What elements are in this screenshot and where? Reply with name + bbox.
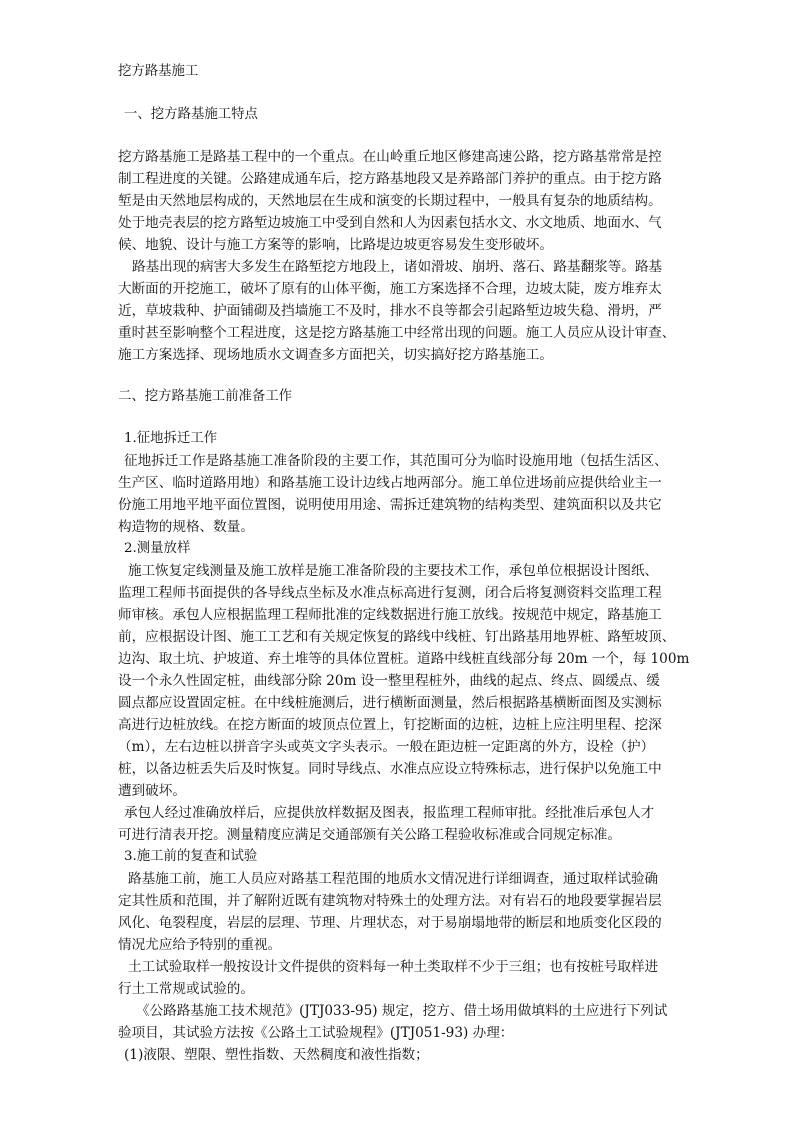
paragraph-line: 高进行边桩放线。在挖方断面的坡顶点位置上，钉挖断面的边桩，边桩上应注明里程、挖深: [118, 717, 662, 733]
paragraph-line: 验项目，其试验方法按《公路土工试验规程》(JTJ051-93) 办理：: [118, 1025, 514, 1041]
paragraph-line: 制工程进度的关键。公路建成通车后，挖方路基地段又是养路部门养护的重点。由于挖方路: [118, 171, 662, 187]
paragraph-line: 遭到破坏。: [118, 783, 186, 799]
subsection2-heading: 2.测量放样: [124, 541, 191, 556]
paragraph-line: 路基施工前，施工人员应对路基工程范围的地质水文情况进行详细调查，通过取样试验确: [128, 871, 659, 887]
paragraph-line: 圆点都应设置固定桩。在中线桩施测后，进行横断面测量，然后根据路基横断面图及实测标: [118, 695, 662, 711]
paragraph-line: 构造物的规格、数量。: [118, 519, 254, 535]
paragraph-line: 土工试验取样一般按设计文件提供的资料每一种土类取样不少于三组；也有按桩号取样进: [128, 959, 659, 975]
paragraph-line: 施工恢复定线测量及施工放样是施工准备阶段的主要技术工作，承包单位根据设计图纸、: [128, 563, 659, 579]
paragraph-line: 征地拆迁工作是路基施工准备阶段的主要工作，其范围可分为临时设施用地（包括生活区、: [124, 453, 668, 469]
paragraph-line: （m），左右边桩以拼音字头或英文字头表示。一般在距边桩一定距离的外方，设栓（护）: [118, 739, 655, 755]
subsection1-heading: 1.征地拆迁工作: [124, 431, 218, 446]
paragraph-line: 路基出现的病害大多发生在路堑挖方地段上，诸如滑坡、崩坍、落石、路基翻浆等。路基: [132, 259, 663, 275]
paragraph-line: 可进行清表开挖。测量精度应满足交通部颁有关公路工程验收标准或合同规定标准。: [118, 827, 621, 843]
list-item: (1)液限、塑限、塑性指数、天然稠度和液性指数；: [124, 1047, 429, 1063]
paragraph-line: 挖方路基施工是路基工程中的一个重点。在山岭重丘地区修建高速公路，挖方路基常常是控: [118, 149, 662, 165]
paragraph-line: 监理工程师书面提供的各导线点坐标及水准点标高进行复测，闭合后将复测资料交监理工程: [118, 585, 662, 601]
paragraph-line: 师审核。承包人应根据监理工程师批准的定线数据进行施工放线。按规范中规定，路基施工: [118, 607, 662, 623]
paragraph-line: 处于地壳表层的挖方路堑边坡施工中受到自然和人为因素包括水文、水文地质、地面水、气: [118, 215, 662, 231]
paragraph-line: 行土工常规或试验的。: [118, 981, 254, 997]
paragraph-line: 情况尤应给予特别的重视。: [118, 937, 282, 953]
paragraph-line: 定其性质和范围，并了解附近既有建筑物对特殊土的处理方法。对有岩石的地段要掌握岩层: [118, 893, 662, 909]
section1-heading: 一、挖方路基施工特点: [124, 107, 258, 122]
paragraph-line: 《公路路基施工技术规范》(JTJ033-95) 规定，挖方、借土场用做填料的土应进行下列试: [136, 1003, 668, 1019]
paragraph-line: 前，应根据设计图、施工工艺和有关规定恢复的路线中线桩、钉出路基用地界桩、路堑坡顶、: [118, 629, 676, 645]
document-title: 挖方路基施工: [118, 64, 199, 79]
paragraph-line: 设一个永久性固定桩，曲线部分除 20m 设一整里程桩外，曲线的起点、终点、圆缓点、缓: [118, 673, 660, 689]
subsection3-heading: 3.施工前的复查和试验: [124, 849, 258, 864]
paragraph-line: 承包人经过准确放样后，应提供放样数据及图表，报监理工程师审批。经批准后承包人才: [124, 805, 655, 821]
paragraph-line: 风化、龟裂程度，岩层的层理、节理、片理状态，对于易崩塌地带的断层和地质变化区段的: [118, 915, 662, 931]
paragraph-line: 边沟、取土坑、护坡道、弃土堆等的具体位置桩。道路中线桩直线部分每 20m 一个，每 100m: [118, 651, 690, 667]
paragraph-line: 生产区、临时道路用地）和路基施工设计边线占地两部分。施工单位进场前应提供给业主一: [118, 475, 662, 491]
paragraph-line: 重时甚至影响整个工程进度，这是挖方路基施工中经常出现的问题。施工人员应从设计审查、: [118, 325, 676, 341]
paragraph-line: 候、地貌、设计与施工方案等的影响，比路堤边坡更容易发生变形破坏。: [118, 237, 553, 253]
paragraph-line: 大断面的开挖施工，破坏了原有的山体平衡，施工方案选择不合理，边坡太陡，废方堆弃太: [118, 281, 662, 297]
paragraph-line: 份施工用地平地平面位置图，说明使用用途、需拆迁建筑物的结构类型、建筑面积以及共它: [118, 497, 662, 513]
section2-heading: 二、挖方路基施工前准备工作: [118, 389, 293, 404]
paragraph-line: 施工方案选择、现场地质水文调查多方面把关，切实搞好挖方路基施工。: [118, 347, 553, 363]
paragraph-line: 近，草坡栽种、护面铺砌及挡墙施工不及时，排水不良等都会引起路堑边坡失稳、滑坍，严: [118, 303, 662, 319]
paragraph-line: 桩，以备边桩丢失后及时恢复。同时导线点、水准点应设立特殊标志，进行保护以免施工中: [118, 761, 662, 777]
paragraph-line: 堑是由天然地层构成的，天然地层在生成和演变的长期过程中，一般具有复杂的地质结构。: [118, 193, 662, 209]
